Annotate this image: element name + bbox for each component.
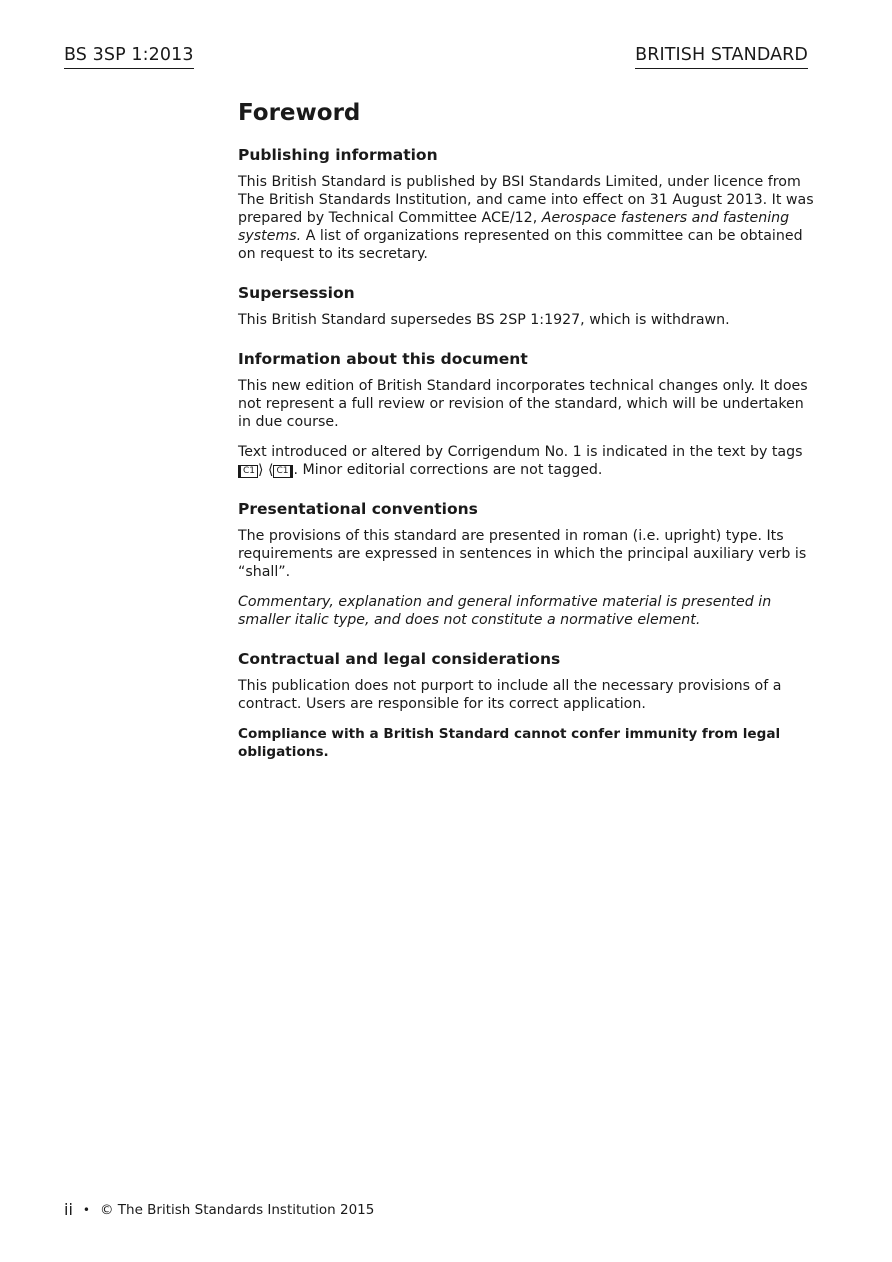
heading-presentational-conventions: Presentational conventions xyxy=(238,500,478,518)
corrigendum-text-a: Text introduced or altered by Corrigendum No. 1 is indicated in the text by tags xyxy=(238,444,803,460)
angle-open-icon: ⟨ xyxy=(268,462,274,478)
page-number: ii xyxy=(64,1200,73,1219)
page-footer xyxy=(64,1200,374,1220)
publishing-text-b: A list of organizations represented on this committee can be obtained on request to its secretary. xyxy=(238,228,803,262)
corrigendum-text-b: . Minor editorial corrections are not tagged. xyxy=(293,462,603,478)
corrigendum-open-tag-icon: C1 xyxy=(238,465,258,478)
publishing-text-a: This British Standard is published by BSI Standards Limited, under licence from The British Standards Institution, and came into effect on 31 August 2013. It was prepared by Technical Committee ACE/12, xyxy=(238,174,814,226)
supersession-text: This British Standard supersedes BS 2SP 1:1927, which is withdrawn. xyxy=(238,312,730,328)
copyright-text: © The British Standards Institution 2015 xyxy=(99,1202,375,1218)
heading-publishing-information: Publishing information xyxy=(238,146,438,164)
presentational-text-1: The provisions of this standard are presented in roman (i.e. upright) type. Its requirements are expressed in sentences in which the principal auxiliary verb is “shall”. xyxy=(238,528,807,580)
heading-contractual-legal: Contractual and legal considerations xyxy=(238,650,561,668)
standard-label: BRITISH STANDARD xyxy=(635,44,808,69)
contractual-text-1: This publication does not purport to include all the necessary provisions of a contract. Users are responsible for its correct application. xyxy=(238,678,782,712)
publishing-information-text xyxy=(238,173,818,263)
contractual-text-2: Compliance with a British Standard cannot confer immunity from legal obligations. xyxy=(238,726,781,760)
page-title: Foreword xyxy=(238,100,361,126)
heading-supersession: Supersession xyxy=(238,284,355,302)
information-text-2 xyxy=(238,443,818,479)
presentational-text-2: Commentary, explanation and general informative material is presented in smaller italic type, and does not constitute a normative element. xyxy=(238,594,772,628)
corrigendum-close-tag-icon: C1 xyxy=(273,465,293,478)
document-id: BS 3SP 1:2013 xyxy=(64,44,194,69)
bullet-icon: • xyxy=(82,1203,90,1217)
angle-close-icon: ⟩ xyxy=(258,462,264,478)
information-text-1: This new edition of British Standard incorporates technical changes only. It does not represent a full review or revision of the standard, which will be undertaken in due course. xyxy=(238,378,808,430)
heading-information-about-document: Information about this document xyxy=(238,350,528,368)
foreword-content xyxy=(238,98,818,781)
committee-title: Aerospace fasteners and fastening systems. xyxy=(238,210,790,244)
